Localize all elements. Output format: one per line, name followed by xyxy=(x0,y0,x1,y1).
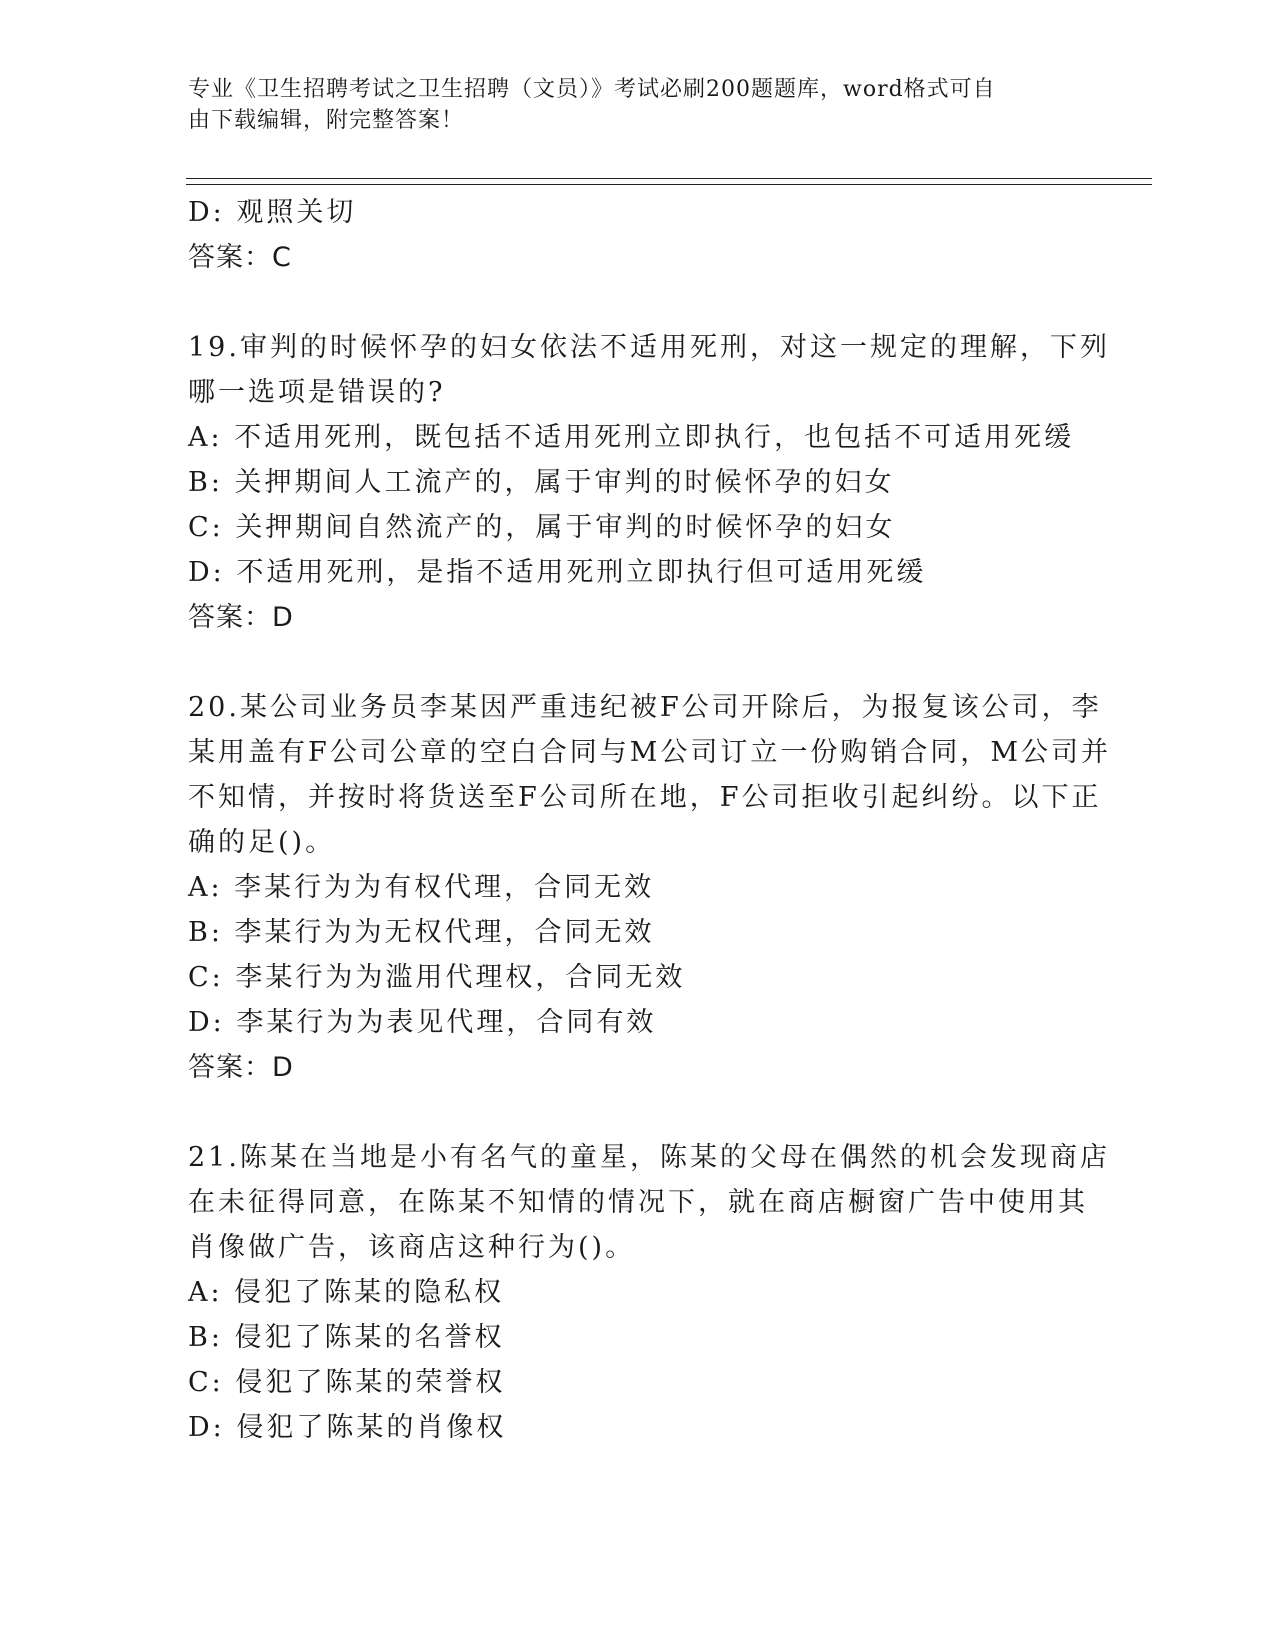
header-divider-bottom xyxy=(186,184,1152,185)
question-19 xyxy=(188,325,1110,640)
header-line-2: 由下载编辑，附完整答案！ xyxy=(188,108,465,133)
question-stem-line: 在未征得同意，在陈某不知情的情况下，就在商店橱窗广告中使用其 xyxy=(188,1187,1088,1218)
header-line-1: 专业《卫生招聘考试之卫生招聘（文员）》考试必刷200题题库，word格式可自 xyxy=(188,77,996,102)
question-21 xyxy=(188,1135,1110,1450)
question-content xyxy=(188,190,1112,1450)
question-stem-line: 确的足()。 xyxy=(188,827,336,858)
option-d: D: 观照关切 xyxy=(188,197,357,228)
option-c: C: 李某行为为滥用代理权，合同无效 xyxy=(188,962,686,993)
question-stem-line: 19.审判的时候怀孕的妇女依法不适用死刑，对这一规定的理解，下列 xyxy=(188,332,1110,363)
question-stem-line: 肖像做广告，该商店这种行为()。 xyxy=(188,1232,636,1263)
option-d: D: 李某行为为表见代理，合同有效 xyxy=(188,1007,657,1038)
question-stem-line: 哪一选项是错误的? xyxy=(188,377,446,408)
option-b: B: 侵犯了陈某的名誉权 xyxy=(188,1322,505,1353)
answer-line: 答案：C xyxy=(188,242,292,273)
option-d: D: 不适用死刑，是指不适用死刑立即执行但可适用死缓 xyxy=(188,557,927,588)
option-c: C: 关押期间自然流产的，属于审判的时候怀孕的妇女 xyxy=(188,512,896,543)
document-header xyxy=(188,74,1068,136)
option-a: A: 李某行为为有权代理，合同无效 xyxy=(188,872,655,903)
question-stem-line: 某用盖有F公司公章的空白合同与M公司订立一份购销合同，M公司并 xyxy=(188,737,1112,768)
header-divider-top xyxy=(186,178,1152,179)
answer-line: 答案：D xyxy=(188,602,294,633)
question-stem-line: 不知情，并按时将货送至F公司所在地，F公司拒收引起纠纷。以下正 xyxy=(188,782,1102,813)
question-stem-line: 20.某公司业务员李某因严重违纪被F公司开除后，为报复该公司，李 xyxy=(188,692,1102,723)
option-c: C: 侵犯了陈某的荣誉权 xyxy=(188,1367,506,1398)
option-d: D: 侵犯了陈某的肖像权 xyxy=(188,1412,507,1443)
question-20 xyxy=(188,685,1112,1090)
option-b: B: 关押期间人工流产的，属于审判的时候怀孕的妇女 xyxy=(188,467,895,498)
option-a: A: 侵犯了陈某的隐私权 xyxy=(188,1277,505,1308)
previous-question-tail xyxy=(188,190,1088,280)
option-b: B: 李某行为为无权代理，合同无效 xyxy=(188,917,655,948)
answer-line: 答案：D xyxy=(188,1052,294,1083)
option-a: A: 不适用死刑，既包括不适用死刑立即执行，也包括不可适用死缓 xyxy=(188,422,1075,453)
question-stem-line: 21.陈某在当地是小有名气的童星，陈某的父母在偶然的机会发现商店 xyxy=(188,1142,1110,1173)
